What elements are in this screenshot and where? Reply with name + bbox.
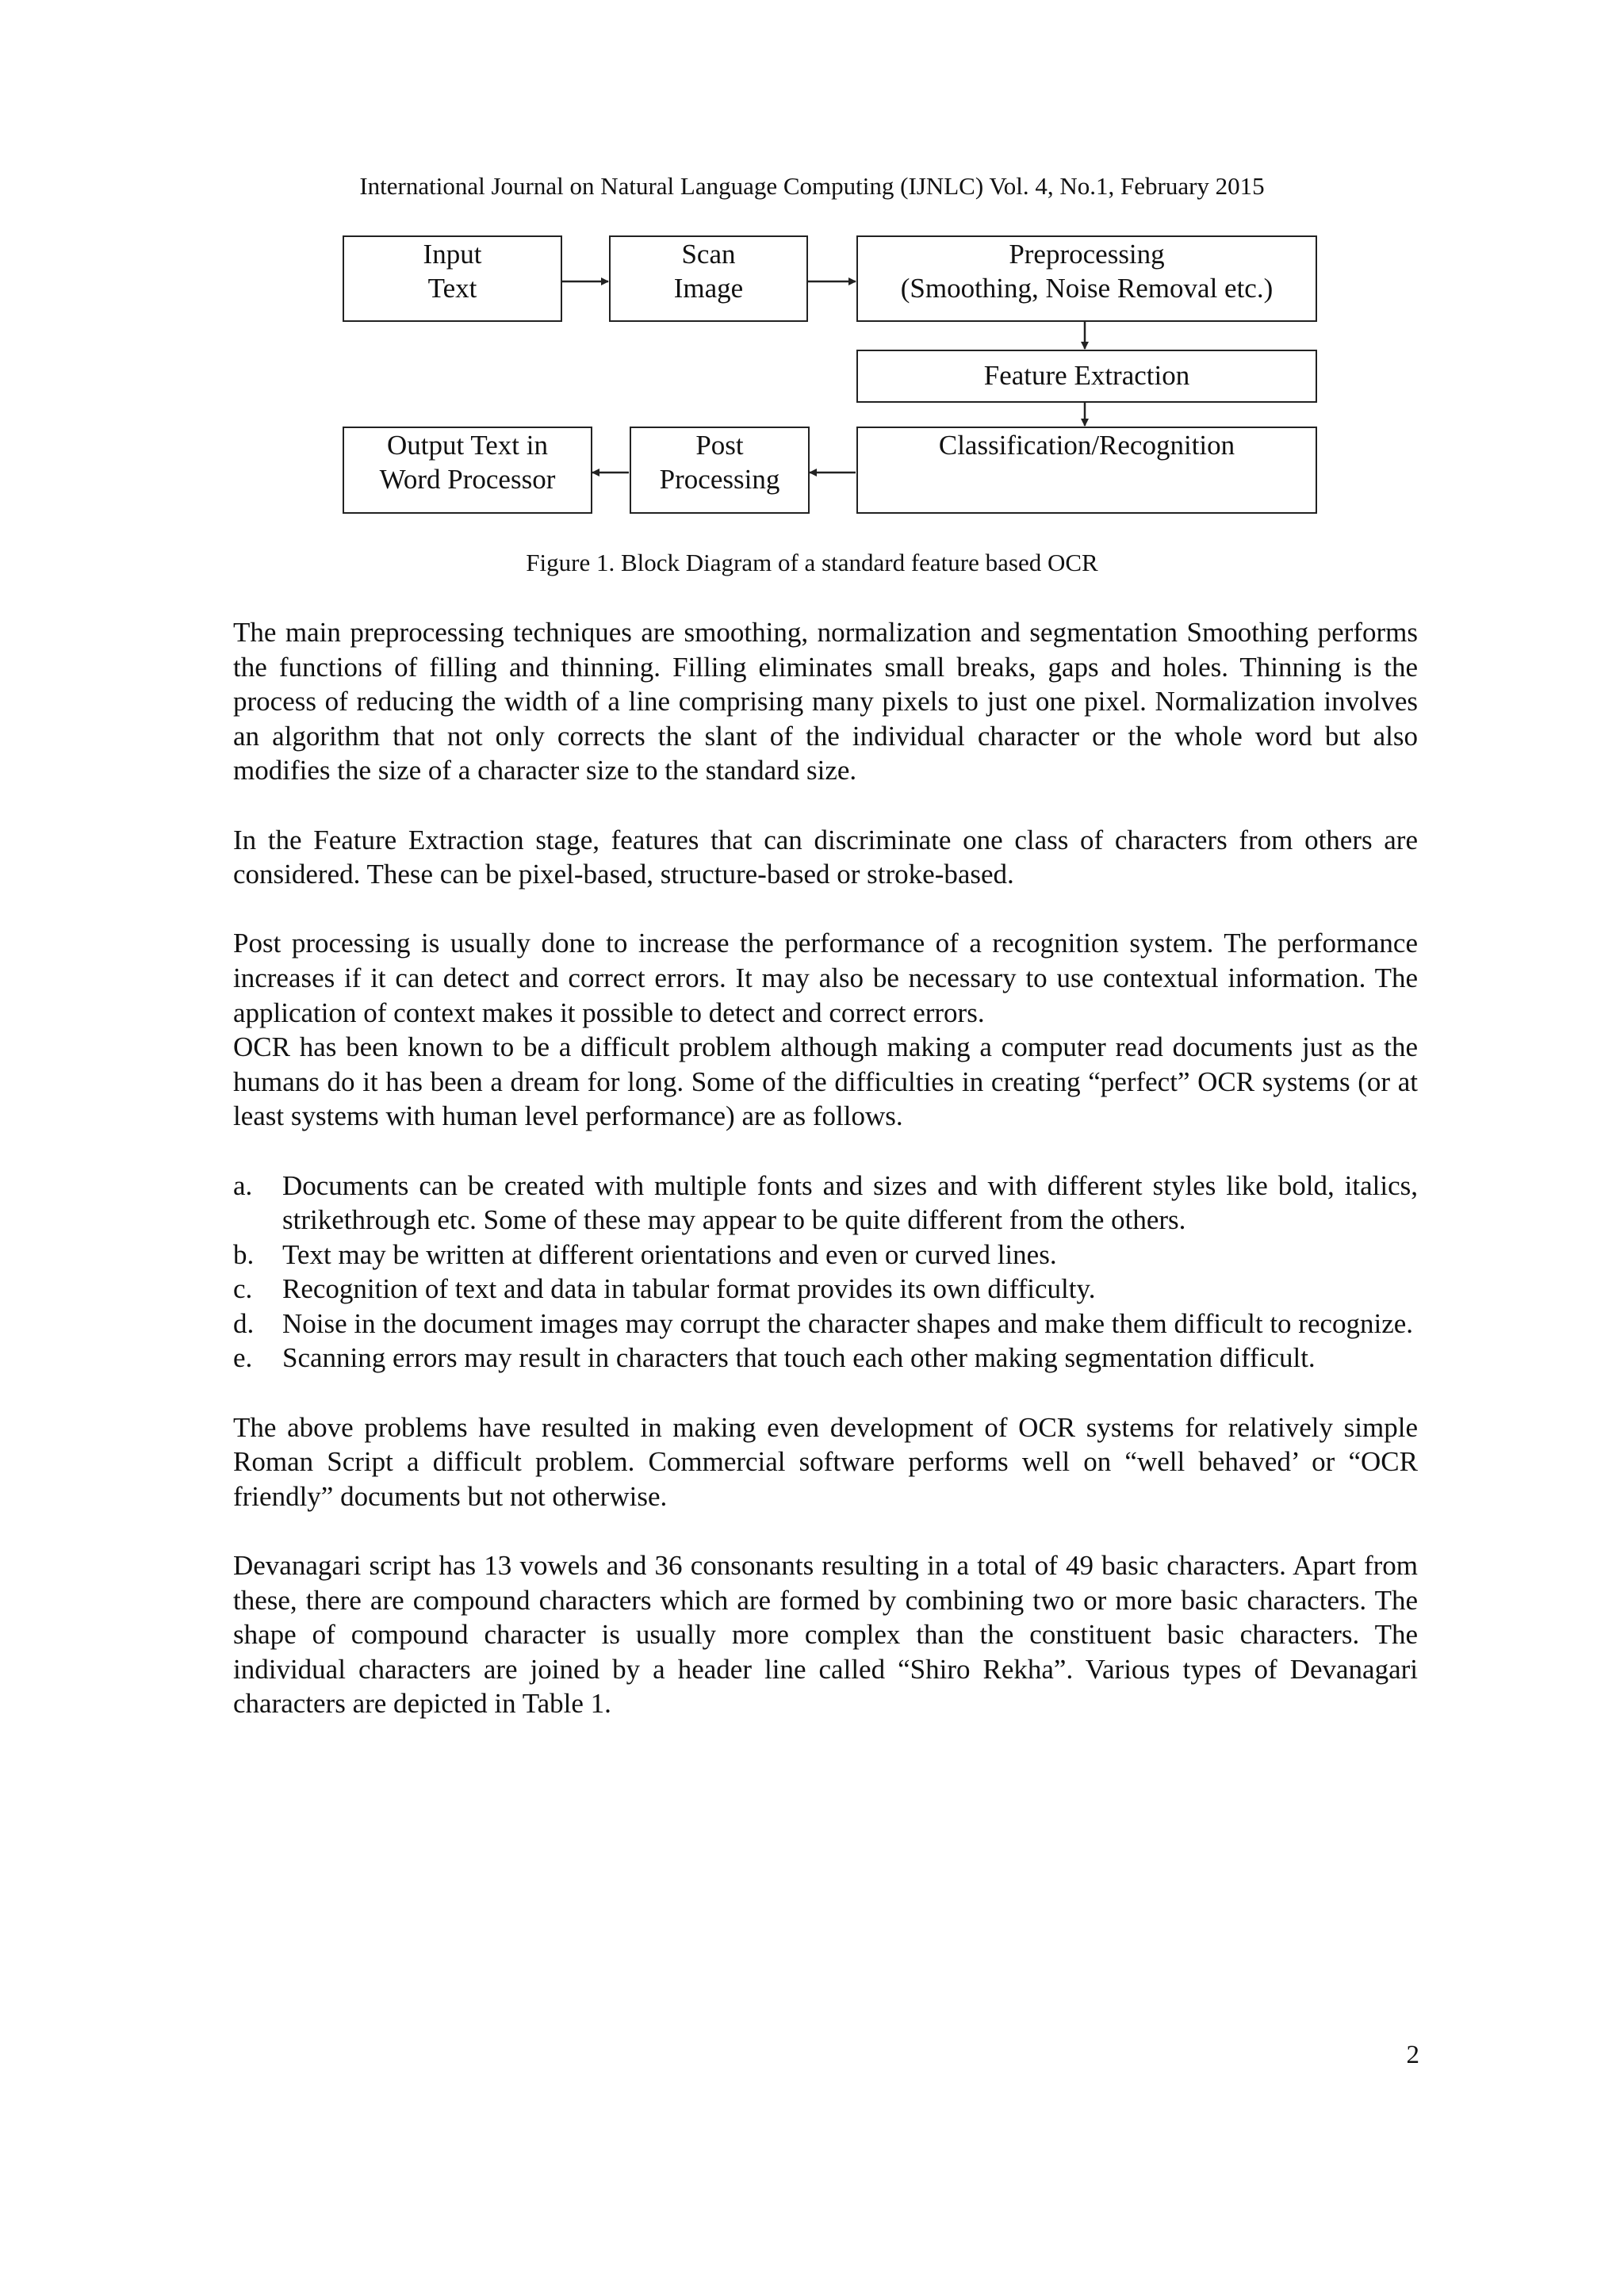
preprocessing-label-1: Preprocessing bbox=[1009, 239, 1165, 270]
list-marker: a. bbox=[233, 1169, 253, 1201]
list-item bbox=[233, 1307, 1418, 1341]
input-text-label-1: Input bbox=[423, 239, 482, 270]
classification-recognition-box bbox=[856, 427, 1317, 514]
paragraph: OCR has been known to be a difficult problem although making a computer read documents just as the humans do it has been a dream for long. Some of the difficulties in creating “perfect” OCR systems (or at least systems with human level performance) are as follows. bbox=[233, 1031, 1418, 1132]
list-item-text: Recognition of text and data in tabular format provides its own difficulty. bbox=[282, 1273, 1096, 1305]
list-item bbox=[233, 1169, 1418, 1238]
difficulties-list bbox=[233, 1169, 1418, 1376]
scan-image-label-1: Scan bbox=[681, 239, 736, 270]
feature-extraction-box bbox=[856, 350, 1317, 403]
list-item bbox=[233, 1341, 1418, 1376]
list-item-text: Documents can be created with multiple fonts and sizes and with different styles like bold, italics, strikethrough etc. Some of these may appear to be quite different from the others. bbox=[282, 1169, 1418, 1236]
paragraph: The main preprocessing techniques are smoothing, normalization and segmentation Smoothing performs the functions of filling and thinning. Filling eliminates small breaks, gaps and holes. Thinning is the process of reducing the width of a line comprising many pixels to just one pixel. Normalization involves an algorithm that not only corrects the slant of the individual character or the whole word but also modifies the size of a character size to the standard size. bbox=[233, 617, 1418, 786]
input-text-label-2: Text bbox=[427, 273, 477, 304]
ocr-block-diagram bbox=[0, 0, 1624, 555]
list-marker: c. bbox=[233, 1273, 253, 1305]
journal-header: International Journal on Natural Language Computing (IJNLC) Vol. 4, No.1, February 2015 bbox=[359, 172, 1265, 200]
list-item-text: Scanning errors may result in characters that touch each other making segmentation difficult. bbox=[282, 1342, 1316, 1374]
page-number: 2 bbox=[1406, 2041, 1419, 2069]
classification-label: Classification/Recognition bbox=[938, 430, 1235, 461]
feature-extraction-label: Feature Extraction bbox=[983, 360, 1190, 391]
paragraph: Post processing is usually done to increase the performance of a recognition system. The performance increases if it can detect and correct errors. It may also be necessary to use contextual information. The application of context makes it possible to detect and correct errors. bbox=[233, 928, 1418, 1028]
post-processing-box bbox=[630, 427, 810, 514]
body-text bbox=[233, 615, 1418, 1721]
figure-caption: Figure 1. Block Diagram of a standard feature based OCR bbox=[526, 549, 1098, 576]
output-text-label-2: Word Processor bbox=[379, 464, 556, 495]
post-processing-label-1: Post bbox=[695, 430, 744, 461]
paragraph: Devanagari script has 13 vowels and 36 consonants resulting in a total of 49 basic characters. Apart from these, there are compound characters which are formed by combining two or more basic characters. The shape of compound character is usually more complex than the constituent basic characters. The individual characters are joined by a header line called “Shiro Rekha”. Various types of Devanagari characters are depicted in Table 1. bbox=[233, 1550, 1418, 1720]
input-text-box bbox=[343, 235, 562, 322]
scan-image-box bbox=[609, 235, 808, 322]
post-processing-label-2: Processing bbox=[659, 464, 780, 495]
list-marker: e. bbox=[233, 1342, 253, 1374]
diagram-arrows bbox=[0, 0, 1624, 555]
output-text-box bbox=[343, 427, 592, 514]
preprocessing-label-2: (Smoothing, Noise Removal etc.) bbox=[900, 273, 1274, 304]
scan-image-label-2: Image bbox=[673, 273, 744, 304]
preprocessing-box bbox=[856, 235, 1317, 322]
paragraph: The above problems have resulted in making even development of OCR systems for relatively simple Roman Script a difficult problem. Commercial software performs well on “well behaved’ or “OCR friendly” documents but not otherwise. bbox=[233, 1411, 1418, 1512]
list-item-text: Text may be written at different orientations and even or curved lines. bbox=[282, 1238, 1057, 1270]
list-item bbox=[233, 1272, 1418, 1307]
paragraph: In the Feature Extraction stage, features that can discriminate one class of characters from others are considered. These can be pixel-based, structure-based or stroke-based. bbox=[233, 824, 1418, 890]
list-item-text: Noise in the document images may corrupt the character shapes and make them difficult to recognize. bbox=[282, 1307, 1414, 1339]
list-item bbox=[233, 1238, 1418, 1272]
output-text-label-1: Output Text in bbox=[386, 430, 548, 461]
list-marker: b. bbox=[233, 1238, 255, 1270]
list-marker: d. bbox=[233, 1307, 255, 1339]
